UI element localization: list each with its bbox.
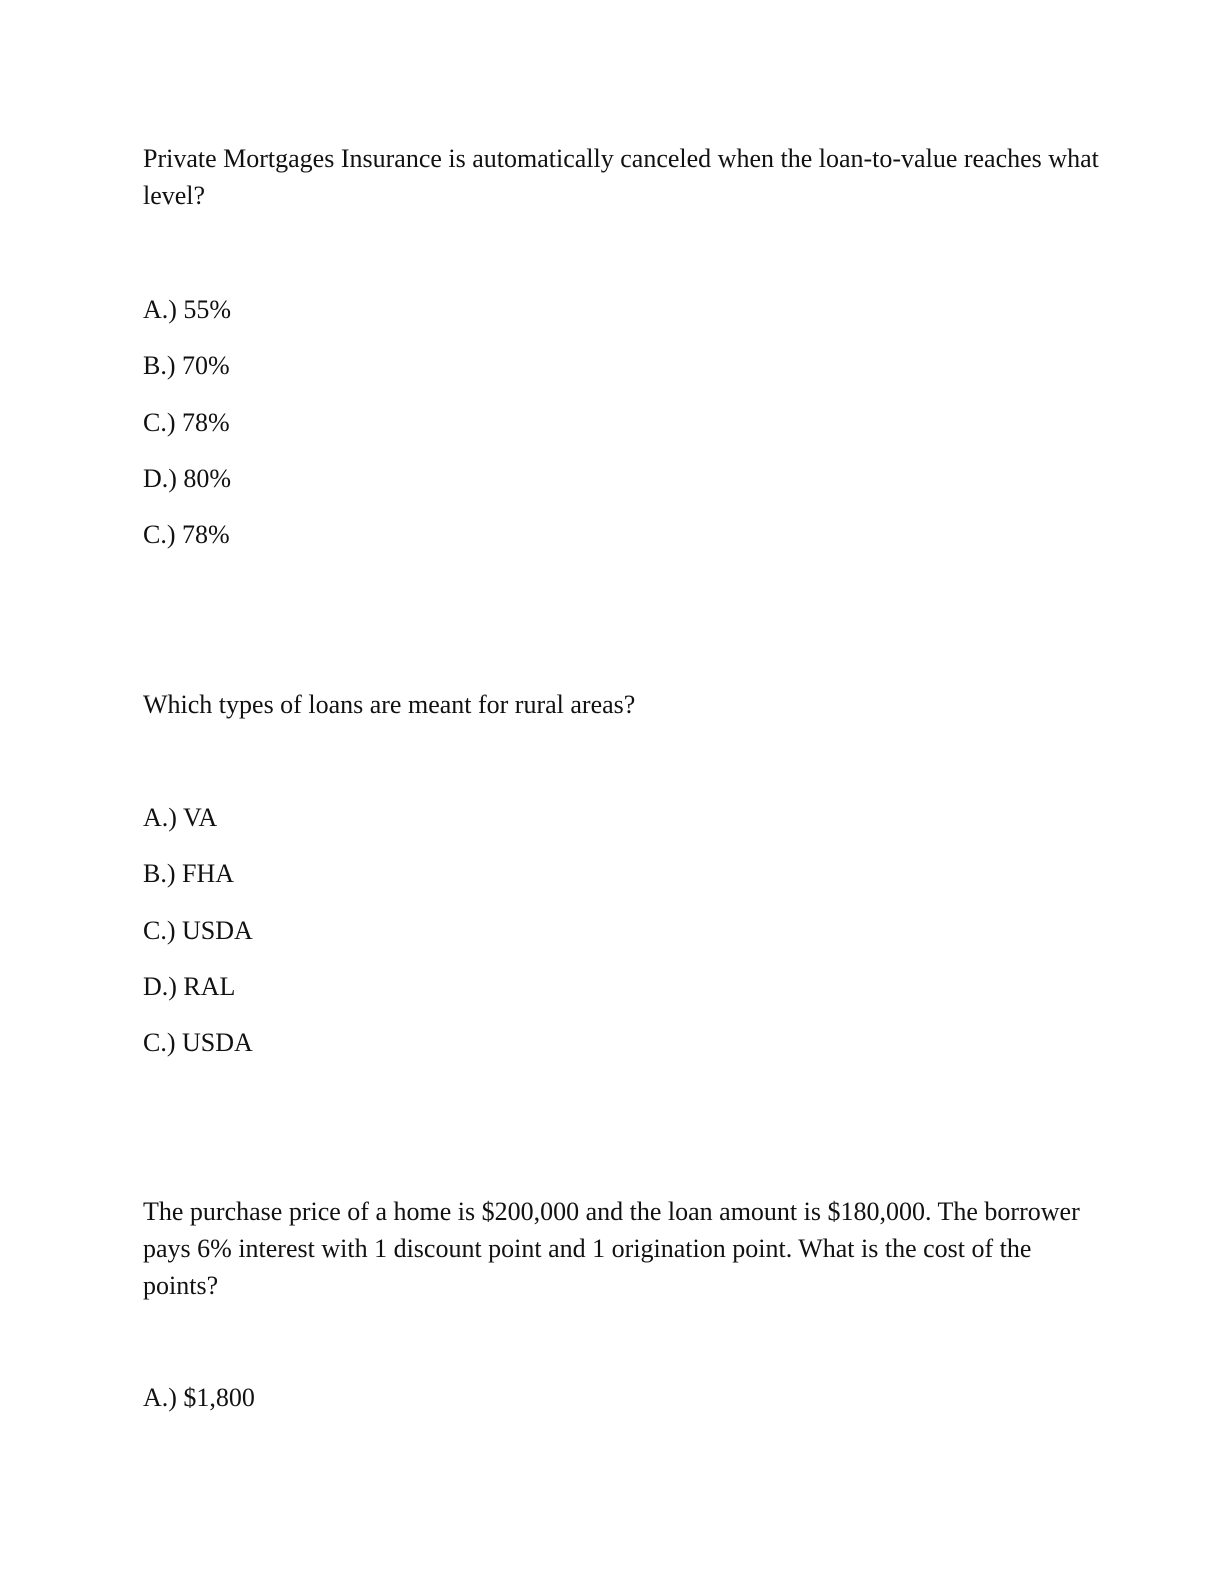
question-3 (143, 1193, 1103, 1304)
question-2-option-b: B.) FHA (143, 859, 235, 888)
question-1-option-a: A.) 55% (143, 295, 232, 324)
question-1-answer: C.) 78% (143, 520, 230, 549)
question-3-option-a: A.) $1,800 (143, 1383, 255, 1412)
question-2-answer: C.) USDA (143, 1028, 253, 1057)
question-2-option-d: D.) RAL (143, 972, 236, 1001)
question-3-text: The purchase price of a home is $200,000 and the loan amount is $180,000. The borrower pays 6% interest with 1 discount point and 1 origination point. What is the cost of the points? (143, 1197, 1080, 1300)
question-2-text: Which types of loans are meant for rural areas? (143, 690, 636, 719)
question-1-option-d: D.) 80% (143, 464, 232, 493)
question-2-option-c: C.) USDA (143, 916, 253, 945)
question-1-text: Private Mortgages Insurance is automatically canceled when the loan-to-value reaches what level? (143, 144, 1099, 210)
question-1-option-c: C.) 78% (143, 408, 230, 437)
question-2-option-a: A.) VA (143, 803, 218, 832)
question-1 (143, 140, 1103, 214)
question-2 (143, 686, 1103, 723)
question-1-option-b: B.) 70% (143, 351, 230, 380)
